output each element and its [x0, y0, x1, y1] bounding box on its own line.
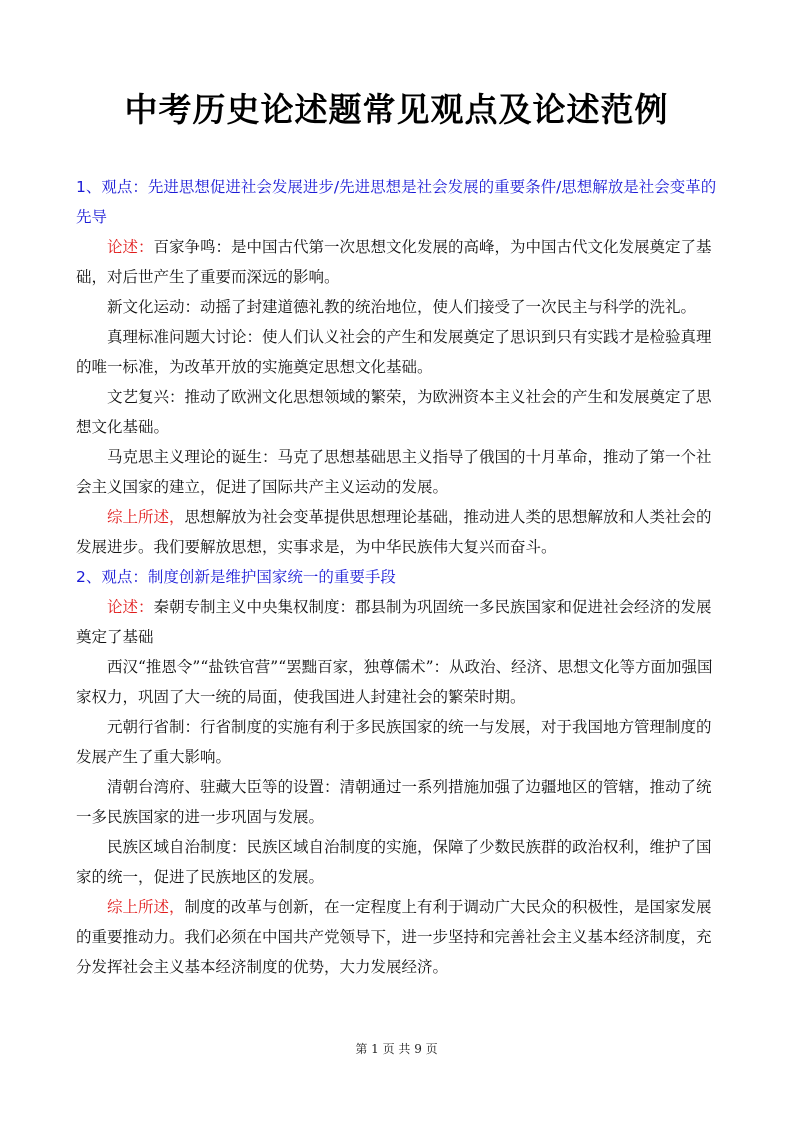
- summary-label: 综上所述，: [107, 898, 185, 916]
- summary-paragraph: [76, 502, 718, 562]
- paragraph: 新文化运动：动摇了封建道德礼教的统治地位，使人们接受了一次民主与科学的洗礼。: [107, 298, 697, 316]
- paragraph: 西汉“推恩令”“盐铁官营”“罢黜百家，独尊儒术”：从政治、经济、思想文化等方面加强国家权力，巩固了大一统的局面，使我国进人封建社会的繁荣时期。: [76, 658, 713, 706]
- paragraph: 真理标准问题大讨论：使人们认义社会的产生和发展奠定了思识到只有实践才是检验真理的唯一标准，为改革开放的实施奠定思想文化基础。: [76, 328, 712, 376]
- summary-text: 思想解放为社会变革提供思想理论基础，推动进人类的思想解放和人类社会的发展进步。我们要解放思想，实事求是，为中华民族伟大复兴而奋斗。: [76, 508, 712, 556]
- section-1: [76, 172, 718, 562]
- paragraph: 文艺复兴：推动了欧洲文化思想领域的繁荣，为欧洲资本主义社会的产生和发展奠定了思想文化基础。: [76, 388, 712, 436]
- section-2: [76, 562, 718, 982]
- section-heading: 1、观点：先进思想促进社会发展进步/先进思想是社会发展的重要条件/思想解放是社会变革的先导: [76, 178, 717, 226]
- paragraph: 元朝行省制：行省制度的实施有利于多民族国家的统一与发展，对于我国地方管理制度的发展产生了重大影响。: [76, 718, 712, 766]
- section-heading: 2、观点：制度创新是维护国家统一的重要手段: [76, 568, 396, 586]
- document-body: [76, 172, 718, 982]
- lead-label: 论述：: [107, 238, 154, 256]
- summary-text: 制度的改革与创新，在一定程度上有利于调动广大民众的积极性，是国家发展的重要推动力。我们必须在中国共产党领导下，进一步坚持和完善社会主义基本经济制度，充分发挥社会主义基本经济制度的优势，大力发展经济。: [76, 898, 712, 976]
- lead-label: 论述：: [107, 598, 154, 616]
- page-footer: 第 1 页 共 9 页: [355, 1042, 438, 1056]
- paragraph: 民族区域自治制度：民族区域自治制度的实施，保障了少数民族群的政治权利，维护了国家的统一，促进了民族地区的发展。: [76, 838, 712, 886]
- summary-paragraph: [76, 892, 718, 982]
- summary-label: 综上所述，: [107, 508, 185, 526]
- page-title: 中考历史论述题常见观点及论述范例: [124, 90, 669, 129]
- lead-paragraph: [76, 232, 718, 292]
- lead-text: 百家争鸣：是中国古代第一次思想文化发展的高峰，为中国古代文化发展奠定了基础，对后世产生了重要而深远的影响。: [76, 238, 712, 286]
- lead-text: 秦朝专制主义中央集权制度：郡县制为巩固统一多民族国家和促进社会经济的发展奠定了基础: [76, 598, 712, 646]
- paragraph: 清朝台湾府、驻藏大臣等的设置：清朝通过一系列措施加强了边疆地区的管辖，推动了统一多民族国家的进一步巩固与发展。: [76, 778, 712, 826]
- paragraph: 马克思主义理论的诞生：马克了思想基础思主义指导了俄国的十月革命，推动了第一个社会主义国家的建立，促进了国际共产主义运动的发展。: [76, 448, 712, 496]
- lead-paragraph: [76, 592, 718, 652]
